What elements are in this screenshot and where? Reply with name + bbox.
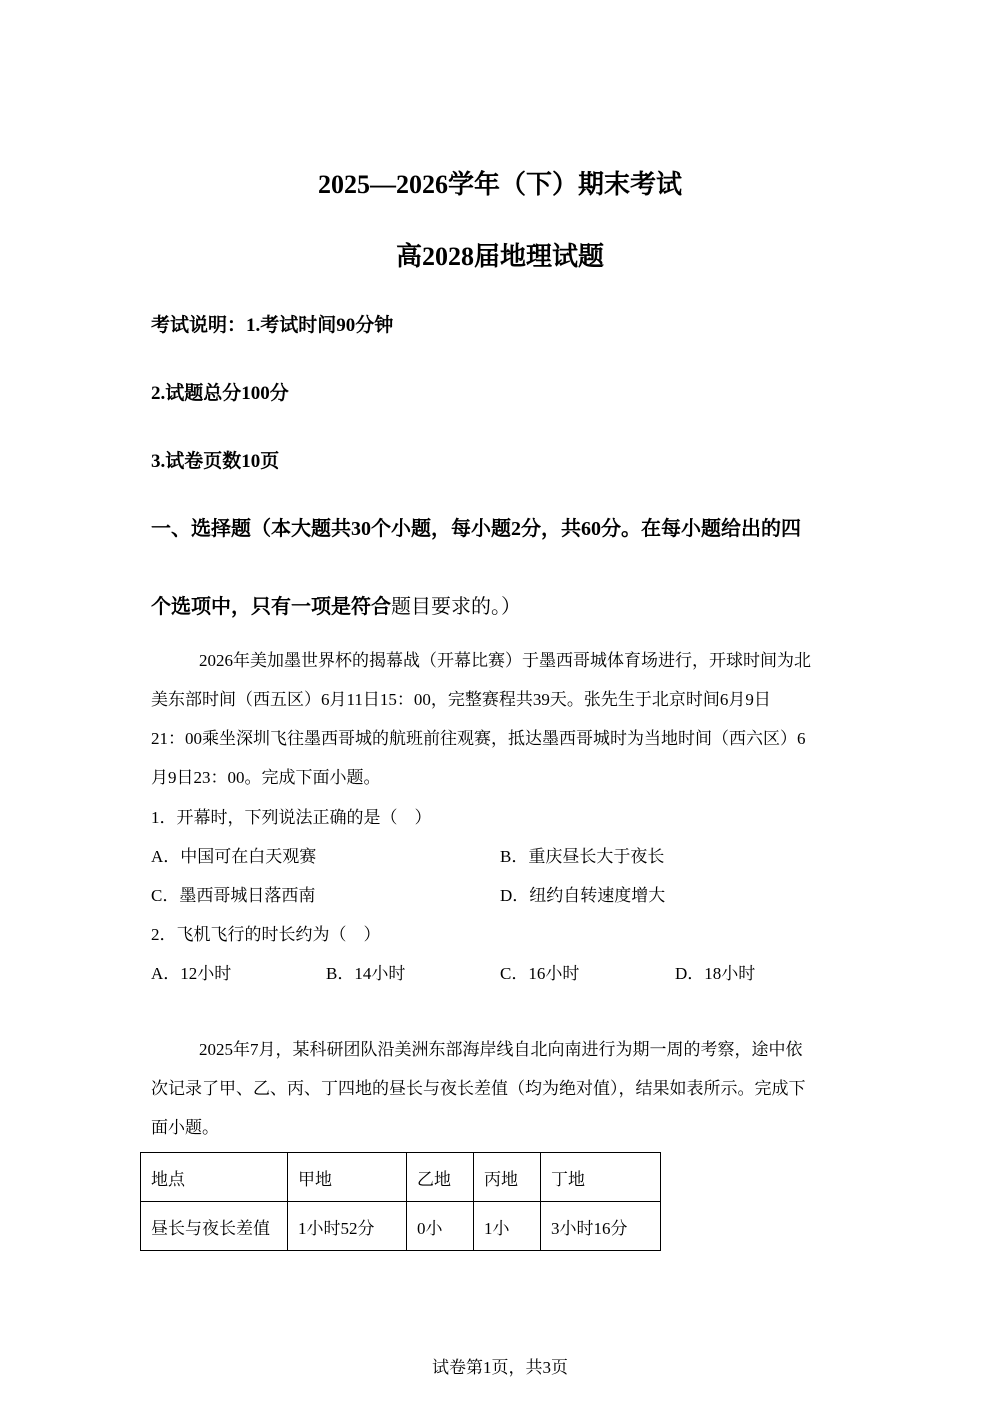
question-2-option-d: D．18小时 — [675, 964, 756, 983]
question-1-option-c: C．墨西哥城日落西南 — [151, 886, 316, 905]
passage2-line: 2025年7月，某科研团队沿美洲东部海岸线自北向南进行为期一周的考察，途中依 — [199, 1040, 803, 1059]
instruction-pages: 3.试卷页数10页 — [151, 451, 280, 472]
table-cell: 1小 — [474, 1202, 541, 1251]
passage1-line: 2026年美加墨世界杯的揭幕战（开幕比赛）于墨西哥城体育场进行，开球时间为北 — [199, 651, 811, 670]
table-header-cell: 地点 — [141, 1153, 288, 1202]
instruction-time: 考试说明：1.考试时间90分钟 — [151, 315, 394, 336]
table-header-cell: 丁地 — [541, 1153, 661, 1202]
daylength-table — [140, 1152, 661, 1251]
section-heading-normal: 题目要求的。） — [391, 596, 521, 618]
question-1-option-b: B．重庆昼长大于夜长 — [500, 847, 665, 866]
table-cell: 0小 — [407, 1202, 474, 1251]
question-1-stem: 1．开幕时，下列说法正确的是（ ） — [151, 808, 432, 827]
question-2-option-c: C．16小时 — [500, 964, 580, 983]
section-heading-bold: 个选项中，只有一项是符合 — [151, 596, 391, 618]
instruction-score: 2.试题总分100分 — [151, 383, 289, 404]
table-cell: 1小时52分 — [288, 1202, 407, 1251]
table-cell: 昼长与夜长差值 — [141, 1202, 288, 1251]
table-header-cell: 丙地 — [474, 1153, 541, 1202]
question-2-stem: 2．飞机飞行的时长约为（ ） — [151, 925, 381, 944]
table-cell: 3小时16分 — [541, 1202, 661, 1251]
section-heading-line1: 一、选择题（本大题共30个小题，每小题2分，共60分。在每小题给出的四 — [151, 518, 801, 540]
page-footer: 试卷第1页，共3页 — [432, 1358, 568, 1377]
table-header-cell: 乙地 — [407, 1153, 474, 1202]
passage1-line: 月9日23：00。完成下面小题。 — [151, 768, 381, 787]
table-row — [141, 1202, 661, 1251]
passage2-line: 面小题。 — [151, 1118, 219, 1137]
table-header-row — [141, 1153, 661, 1202]
question-2-option-a: A．12小时 — [151, 964, 232, 983]
question-1-option-d: D．纽约自转速度增大 — [500, 886, 666, 905]
question-2-option-b: B．14小时 — [326, 964, 406, 983]
section-heading-line2 — [151, 594, 521, 620]
question-1-option-a: A．中国可在白天观赛 — [151, 847, 317, 866]
exam-title: 2025—2026学年（下）期末考试 — [317, 170, 682, 199]
table-header-cell: 甲地 — [288, 1153, 407, 1202]
passage2-line: 次记录了甲、乙、丙、丁四地的昼长与夜长差值（均为绝对值），结果如表所示。完成下 — [151, 1079, 806, 1098]
passage1-line: 21：00乘坐深圳飞往墨西哥城的航班前往观赛，抵达墨西哥城时为当地时间（西六区）6 — [151, 729, 806, 748]
exam-subtitle: 高2028届地理试题 — [395, 242, 604, 271]
passage1-line: 美东部时间（西五区）6月11日15：00，完整赛程共39天。张先生于北京时间6月9日 — [151, 690, 771, 709]
